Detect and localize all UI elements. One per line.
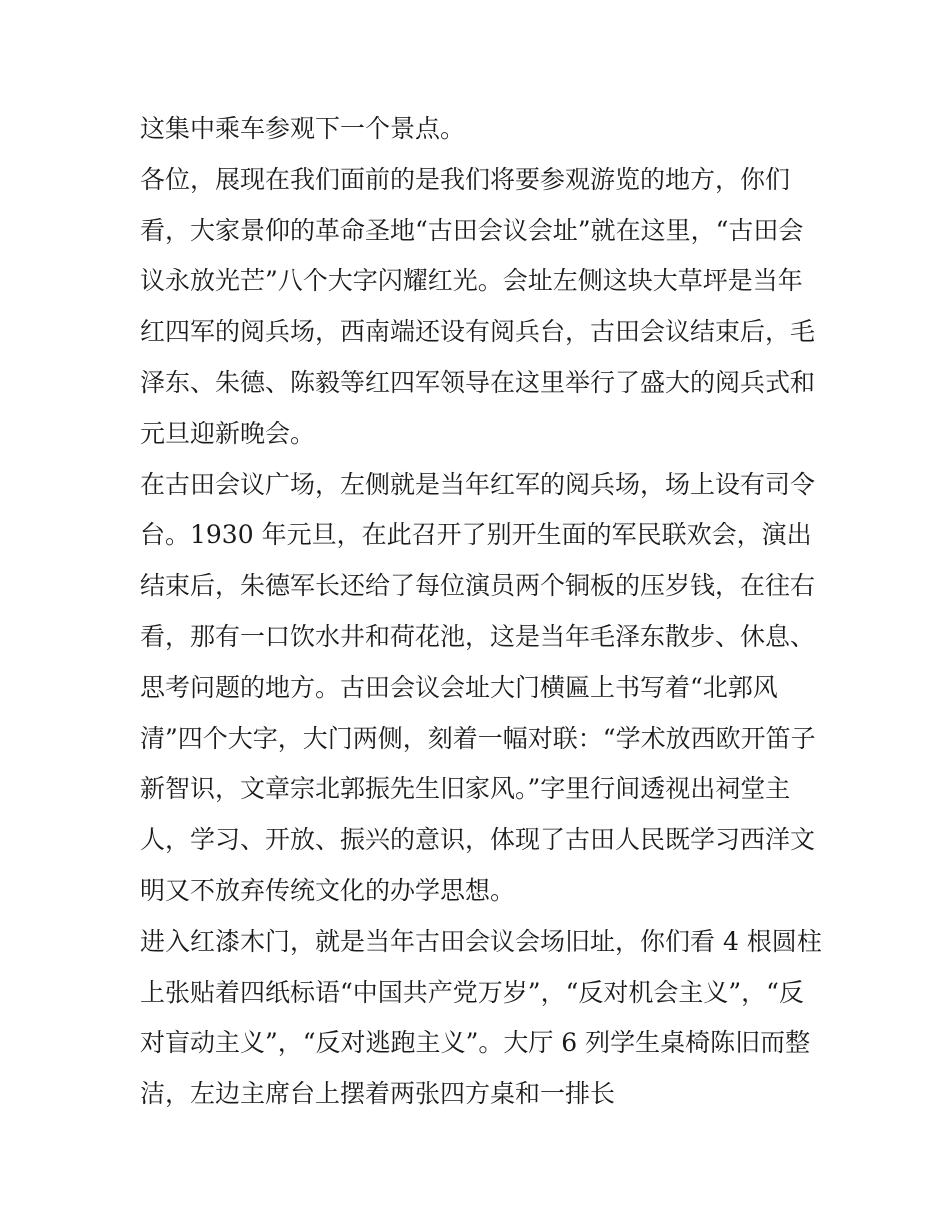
text-line: 人，学习、开放、振兴的意识，体现了古田人民既学习西洋文 xyxy=(140,825,816,855)
text-line: 对盲动主义”，“反对逃跑主义”。大厅 6 列学生桌椅陈旧而整 xyxy=(140,1028,811,1058)
text-line: 各位，展现在我们面前的是我们将要参观游览的地方，你们 xyxy=(140,164,791,194)
text-line: 在古田会议广场，左侧就是当年红军的阅兵场，场上设有司令 xyxy=(140,469,816,499)
text-line: 台。1930 年元旦，在此召开了别开生面的军民联欢会，演出 xyxy=(140,520,812,550)
text-line: 上张贴着四纸标语“中国共产党万岁”，“反对机会主义”，“反 xyxy=(140,977,804,1007)
text-line: 看，大家景仰的革命圣地“古田会议会址”就在这里，“古田会 xyxy=(140,215,804,245)
text-line: 进入红漆木门，就是当年古田会议会场旧址，你们看 4 根圆柱 xyxy=(140,926,822,956)
text-line: 结束后，朱德军长还给了每位演员两个铜板的压岁钱，在往右 xyxy=(140,571,816,601)
text-line: 新智识，文章宗北郭振先生旧家风。”字里行间透视出祠堂主 xyxy=(140,774,791,804)
body-text xyxy=(140,104,820,1120)
text-line: 清”四个大字，大门两侧，刻着一幅对联：“学术放西欧开笛子 xyxy=(140,723,816,753)
text-line: 洁，左边主席台上摆着两张四方桌和一排长 xyxy=(140,1079,616,1109)
text-line: 明又不放弃传统文化的办学思想。 xyxy=(140,875,516,905)
text-line: 红四军的阅兵场，西南端还设有阅兵台，古田会议结束后，毛 xyxy=(140,317,816,347)
text-line: 思考问题的地方。古田会议会址大门横匾上书写着“北郭风 xyxy=(140,672,778,702)
text-line: 泽东、朱德、陈毅等红四军领导在这里举行了盛大的阅兵式和 xyxy=(140,367,816,397)
text-line: 议永放光芒”八个大字闪耀红光。会址左侧这块大草坪是当年 xyxy=(140,266,803,296)
text-line: 元旦迎新晚会。 xyxy=(140,418,316,448)
text-line: 看，那有一口饮水井和荷花池，这是当年毛泽东散步、休息、 xyxy=(140,621,816,651)
text-line: 这集中乘车参观下一个景点。 xyxy=(140,114,466,143)
